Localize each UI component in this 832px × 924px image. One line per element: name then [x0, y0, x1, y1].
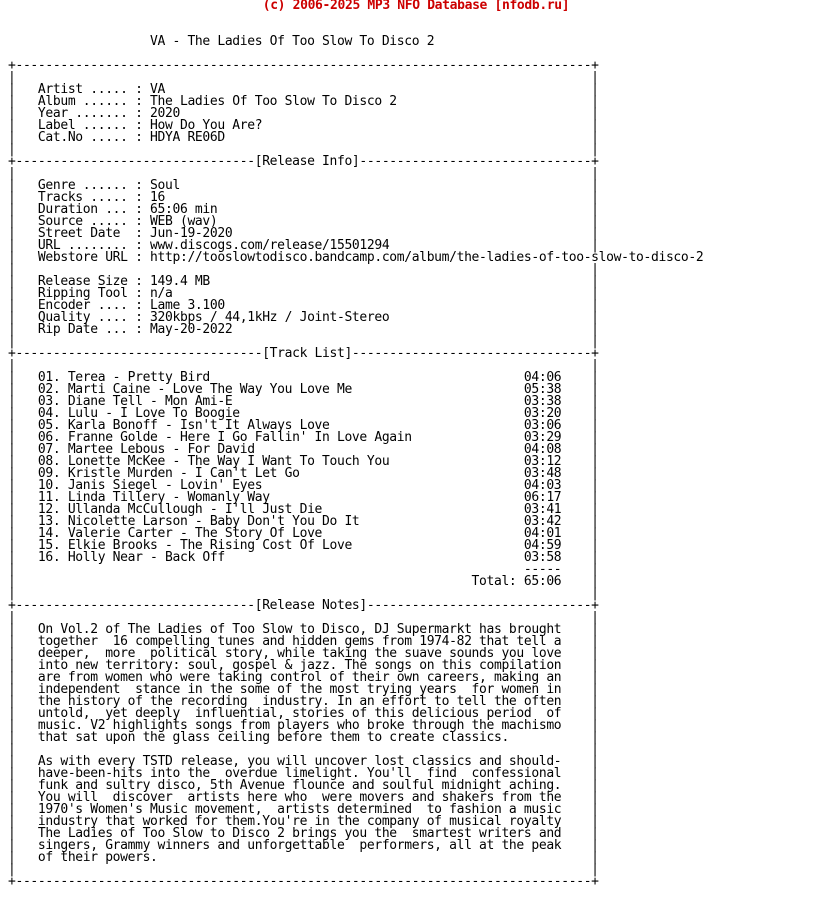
nfo-line: | 10. Janis Siegel - Lovin' Eyes 04:03 |	[8, 478, 599, 493]
nfo-line: | 11. Linda Tillery - Womanly Way 06:17 |	[8, 490, 599, 505]
nfo-line: | 02. Marti Caine - Love The Way You Love Me 05:38 |	[8, 382, 599, 397]
nfo-line: | |	[8, 358, 599, 373]
nfo-line: | 09. Kristle Murden - I Can't Let Go 03:48 |	[8, 466, 599, 481]
nfo-line: | |	[8, 862, 599, 877]
nfo-line: | The Ladies of Too Slow to Disco 2 brings you the smartest writers and |	[8, 826, 599, 841]
nfo-line: | Cat.No ..... : HDYA RE06D |	[8, 130, 599, 145]
nfo-line: | Encoder .... : Lame 3.100 |	[8, 298, 599, 313]
nfo-line: | 03. Diane Tell - Mon Ami-E 03:38 |	[8, 394, 599, 409]
nfo-line: | As with every TSTD release, you will uncover lost classics and should- |	[8, 754, 599, 769]
nfo-line: | industry that worked for them.You're in the company of musical royalty |	[8, 814, 599, 829]
nfo-line: | Label ...... : How Do You Are? |	[8, 118, 599, 133]
nfo-line: | 08. Lonette McKee - The Way I Want To Touch You 03:12 |	[8, 454, 599, 469]
nfo-line: | Webstore URL : http://tooslowtodisco.bandcamp.com/album/the-ladies-of-too-slow-to-disco-2	[8, 250, 704, 265]
nfo-line: | |	[8, 610, 599, 625]
nfo-line: | together 16 compelling tunes and hidden gems from 1974-82 that tell a |	[8, 634, 599, 649]
nfo-line: | into new territory: soul, gospel & jazz. The songs on this compilation |	[8, 658, 599, 673]
nfo-line: | 07. Martee Lebous - For David 04:08 |	[8, 442, 599, 457]
nfo-line: | are from women who were taking control of their own careers, making an |	[8, 670, 599, 685]
nfo-line: | 1970's Women's Music movement, artists determined to fashion a music |	[8, 802, 599, 817]
nfo-line: | |	[8, 586, 599, 601]
nfo-line: | Source ..... : WEB (wav) |	[8, 214, 599, 229]
nfo-line: | |	[8, 262, 599, 277]
nfo-line: | funk and sultry disco, 5th Avenue flounce and soulful midnight aching. |	[8, 778, 599, 793]
nfo-line: | singers, Grammy winners and unforgettable performers, all at the peak |	[8, 838, 599, 853]
nfo-line: | have-been-hits into the overdue limelight. You'll find confessional |	[8, 766, 599, 781]
nfo-line: | Album ...... : The Ladies Of Too Slow To Disco 2 |	[8, 94, 599, 109]
nfo-line: | URL ........ : www.discogs.com/release/15501294 |	[8, 238, 599, 253]
nfo-line: | untold, yet deeply influential, stories of this delicious period of |	[8, 706, 599, 721]
nfo-line: | Rip Date ... : May-20-2022 |	[8, 322, 599, 337]
nfo-line: | Tracks ..... : 16 |	[8, 190, 599, 205]
nfo-line: | 16. Holly Near - Back Off 03:58 |	[8, 550, 599, 565]
nfo-line: | Total: 65:06 |	[8, 574, 599, 589]
nfo-line: | Quality .... : 320kbps / 44,1kHz / Joint-Stereo |	[8, 310, 599, 325]
nfo-line: | 05. Karla Bonoff - Isn't It Always Love 03:06 |	[8, 418, 599, 433]
nfo-line: +-----------------------------------------------------------------------------+	[8, 874, 599, 889]
nfo-text	[8, 36, 703, 888]
nfo-line: | 01. Terea - Pretty Bird 04:06 |	[8, 370, 599, 385]
nfo-line: VA - The Ladies Of Too Slow To Disco 2	[8, 34, 435, 49]
nfo-line: | 06. Franne Golde - Here I Go Fallin' In Love Again 03:29 |	[8, 430, 599, 445]
nfo-line: +--------------------------------[Release Info]-------------------------------+	[8, 154, 599, 169]
nfo-line: | 12. Ullanda McCullough - I'll Just Die 03:41 |	[8, 502, 599, 517]
nfo-line: +---------------------------------[Track List]--------------------------------+	[8, 346, 599, 361]
nfo-line: | Genre ...... : Soul |	[8, 178, 599, 193]
nfo-line: | Release Size : 149.4 MB |	[8, 274, 599, 289]
nfo-line: | independent stance in the some of the most trying years for women in |	[8, 682, 599, 697]
nfo-line: | 04. Lulu - I Love To Boogie 03:20 |	[8, 406, 599, 421]
nfo-line: | Duration ... : 65:06 min |	[8, 202, 599, 217]
nfo-line: | 14. Valerie Carter - The Story Of Love 04:01 |	[8, 526, 599, 541]
nfo-line: | |	[8, 70, 599, 85]
nfo-line: | the history of the recording industry. In an effort to tell the often |	[8, 694, 599, 709]
nfo-line: +--------------------------------[Release Notes]------------------------------+	[8, 598, 599, 613]
nfo-line: | Year ....... : 2020 |	[8, 106, 599, 121]
nfo-line: | Street Date : Jun-19-2020 |	[8, 226, 599, 241]
nfo-line: | |	[8, 742, 599, 757]
nfo-line: | Artist ..... : VA |	[8, 82, 599, 97]
nfo-line: | |	[8, 166, 599, 181]
nfo-line: | ----- |	[8, 562, 599, 577]
nfo-line: | On Vol.2 of The Ladies of Too Slow to Disco, DJ Supermarkt has brought |	[8, 622, 599, 637]
nfo-line: | Ripping Tool : n/a |	[8, 286, 599, 301]
site-header: (c) 2006-2025 MP3 NFO Database [nfodb.ru]	[262, 0, 570, 13]
nfo-line: | music. V2 highlights songs from players who broke through the machismo |	[8, 718, 599, 733]
nfo-line: | You will discover artists here who were movers and shakers from the |	[8, 790, 599, 805]
nfo-line: +-----------------------------------------------------------------------------+	[8, 58, 599, 73]
nfo-line: | |	[8, 142, 599, 157]
nfo-line: | that sat upon the glass ceiling before them to create classics. |	[8, 730, 599, 745]
nfo-line: | |	[8, 334, 599, 349]
nfo-line: | 15. Elkie Brooks - The Rising Cost Of Love 04:59 |	[8, 538, 599, 553]
nfo-line: | deeper, more political story, while taking the suave sounds you love |	[8, 646, 599, 661]
nfo-line: | of their powers. |	[8, 850, 599, 865]
nfo-line: | 13. Nicolette Larson - Baby Don't You Do It 03:42 |	[8, 514, 599, 529]
